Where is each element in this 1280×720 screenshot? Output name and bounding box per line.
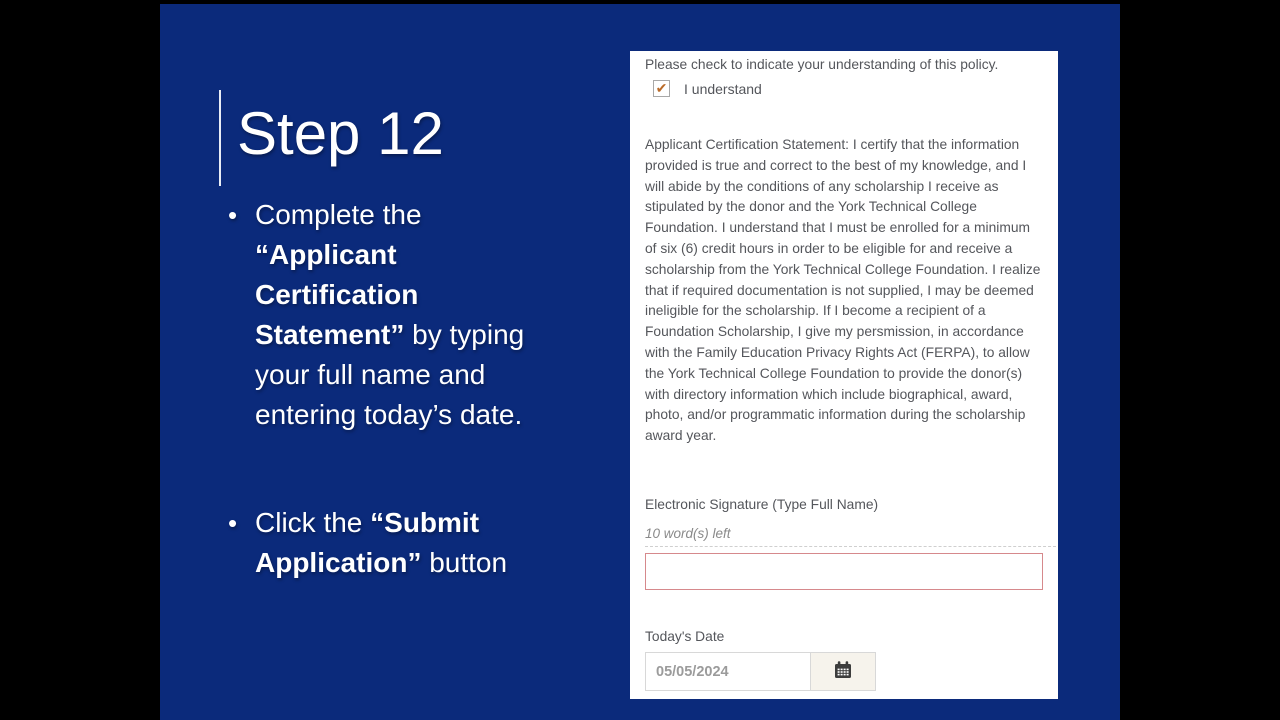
bullet-segment: button — [421, 547, 508, 578]
bullet-item-complete-certification — [228, 195, 557, 435]
bullet-segment: Click the — [255, 507, 371, 538]
presentation-slide — [160, 4, 1120, 720]
bullet-text — [255, 503, 557, 583]
todays-date-field — [645, 652, 876, 691]
bullet-segment: Complete the — [255, 199, 422, 230]
bullet-item-click-submit — [228, 503, 557, 583]
slide-title-block — [219, 84, 444, 186]
page-title: Step 12 — [237, 100, 444, 167]
application-form-panel — [630, 51, 1058, 699]
i-understand-checkbox[interactable] — [653, 80, 670, 97]
todays-date-input[interactable] — [646, 653, 810, 690]
checkmark-icon: ✔ — [655, 80, 668, 96]
bullet-segment-bold: “Applicant Certification Statement” — [255, 239, 419, 350]
todays-date-label: Today's Date — [645, 629, 725, 644]
electronic-signature-label: Electronic Signature (Type Full Name) — [645, 497, 879, 512]
bullet-icon: • — [228, 508, 238, 538]
bullet-text — [255, 195, 557, 435]
i-understand-label: I understand — [684, 80, 762, 97]
bullet-segment: by typing your full name and entering today’s date. — [255, 319, 525, 430]
date-picker-button[interactable] — [810, 653, 875, 690]
signature-divider — [645, 546, 1056, 547]
electronic-signature-input[interactable] — [645, 553, 1043, 590]
signature-words-left-counter: 10 word(s) left — [645, 526, 731, 541]
bullet-icon: • — [228, 200, 238, 230]
certification-statement-text: Applicant Certification Statement: I certify that the information provided is true and correct to the best of my knowledge, and I will abide by the conditions of any scholarship I receive as stipulated by the donor and the York Technical College Foundation. I understand that I must be enrolled for a minimum of six (6) credit hours in order to be eligible for and receive a scholarship from the York Technical College Foundation. I realize that if required documentation is not supplied, I may be deemed ineligible for the scholarship. If I become a recipient of a Foundation Scholarship, I give my persmission, in accordance with the Family Education Privacy Rights Act (FERPA), to allow the York Technical College Foundation to provide the donor(s) with directory information which include biographical, award, photo, and/or programmatic information during the scholarship award year. — [645, 137, 1041, 444]
i-understand-checkbox-row[interactable] — [653, 80, 762, 97]
calendar-icon — [833, 660, 853, 683]
bullet-segment-bold: “Submit Application” — [255, 507, 480, 578]
policy-prompt-text: Please check to indicate your understanding of this policy. — [645, 57, 999, 72]
